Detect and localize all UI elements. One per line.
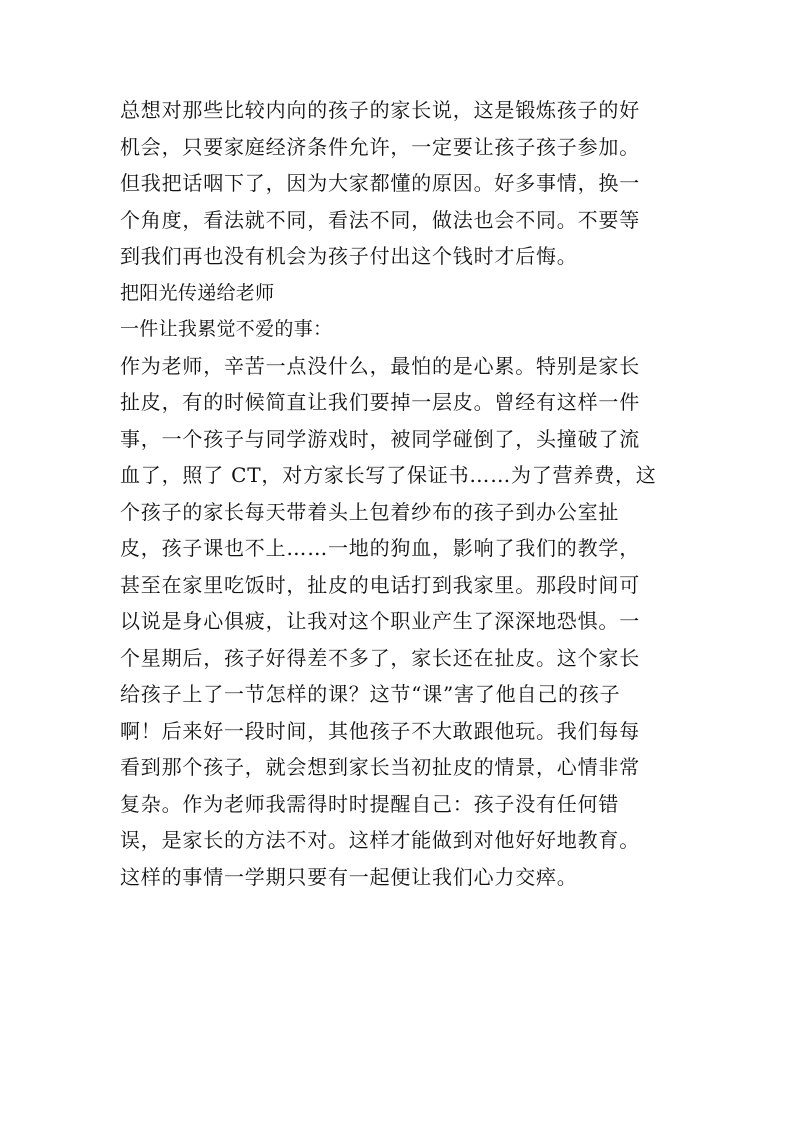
text-line: 这样的事情一学期只要有一起便让我们心力交瘁。 (120, 864, 578, 889)
text-line: 复杂。作为老师我需得时时提醒自己：孩子没有任何错 (120, 791, 620, 816)
text-line: 机会，只要家庭经济条件允许，一定要让孩子孩子参加。 (120, 134, 640, 159)
text-line: 到我们再也没有机会为孩子付出这个钱时才后悔。 (120, 244, 578, 268)
text-line: 看到那个孩子，就会想到家长当初扯皮的情景，心情非常 (120, 755, 640, 779)
section-heading: 把阳光传递给老师 (120, 281, 275, 304)
text-line: 个星期后，孩子好得差不多了，家长还在扯皮。这个家长 (120, 645, 640, 670)
text-line: 血了，照了 CT，对方家长写了保证书……为了营养费，这 (120, 463, 657, 487)
text-line: 皮，孩子课也不上……一地的狗血，影响了我们的教学， (120, 536, 640, 560)
text-line: 给孩子上了一节怎样的课？这节“课”害了他自己的孩子 (120, 682, 621, 706)
text-line: 但我把话咽下了，因为大家都懂的原因。好多事情，换一 (120, 171, 640, 195)
text-line: 甚至在家里吃饭时，扯皮的电话打到我家里。那段时间可 (120, 572, 640, 597)
subheading: 一件让我累觉不爱的事： (120, 318, 333, 340)
text-line: 个孩子的家长每天带着头上包着纱布的孩子到办公室扯 (120, 499, 620, 524)
text-line: 个角度，看法就不同，看法不同，做法也会不同。不要等 (120, 207, 640, 232)
text-line: 事，一个孩子与同学游戏时，被同学碰倒了，头撞破了流 (120, 426, 640, 451)
text-line: 误，是家长的方法不对。这样才能做到对他好好地教育。 (120, 828, 640, 852)
text-line: 扯皮，有的时候简直让我们要掉一层皮。曾经有这样一件 (120, 390, 640, 414)
text-line: 以说是身心俱疲，让我对这个职业产生了深深地恐惧。一 (120, 609, 640, 633)
text-line: 总想对那些比较内向的孩子的家长说，这是锻炼孩子的好 (120, 98, 640, 122)
text-line: 啊！后来好一段时间，其他孩子不大敢跟他玩。我们每每 (120, 718, 640, 743)
text-line: 作为老师，辛苦一点没什么，最怕的是心累。特别是家长 (120, 353, 640, 378)
document-body (120, 92, 680, 895)
